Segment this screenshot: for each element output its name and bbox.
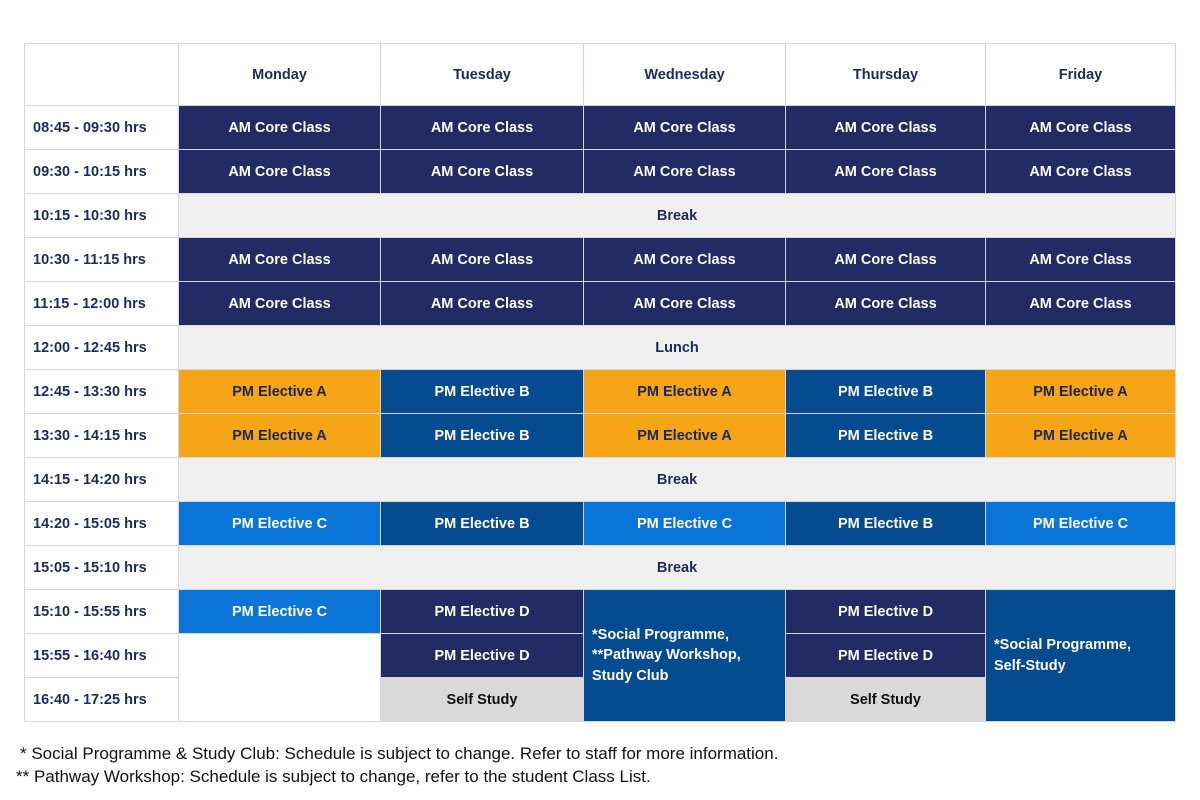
day-monday: Monday (179, 44, 381, 106)
class-cell: AM Core Class (584, 238, 786, 282)
class-cell: AM Core Class (786, 238, 986, 282)
footnote-social: * Social Programme & Study Club: Schedule is subject to change. Refer to staff for more information. (20, 744, 779, 763)
table-row (25, 326, 1176, 370)
class-cell: AM Core Class (786, 150, 986, 194)
class-cell: PM Elective B (381, 370, 584, 414)
class-cell: AM Core Class (381, 282, 584, 326)
table-row (25, 150, 1176, 194)
class-cell: PM Elective A (584, 370, 786, 414)
class-cell: PM Elective C (179, 590, 381, 634)
timetable (24, 43, 1176, 722)
class-cell: PM Elective D (381, 590, 584, 634)
class-cell: PM Elective D (381, 634, 584, 678)
time-cell: 12:00 - 12:45 hrs (25, 326, 179, 370)
header-row (25, 44, 1176, 106)
day-tuesday: Tuesday (381, 44, 584, 106)
footnote-pathway: ** Pathway Workshop: Schedule is subject to change, refer to the student Class List. (16, 767, 651, 786)
class-cell: AM Core Class (381, 106, 584, 150)
table-row (25, 502, 1176, 546)
time-cell: 11:15 - 12:00 hrs (25, 282, 179, 326)
class-cell: PM Elective B (786, 414, 986, 458)
class-cell: PM Elective C (986, 502, 1176, 546)
table-row (25, 238, 1176, 282)
time-cell: 10:30 - 11:15 hrs (25, 238, 179, 282)
time-cell: 08:45 - 09:30 hrs (25, 106, 179, 150)
time-cell: 15:10 - 15:55 hrs (25, 590, 179, 634)
table-row (25, 414, 1176, 458)
class-cell: AM Core Class (381, 238, 584, 282)
class-cell: AM Core Class (786, 282, 986, 326)
class-cell: AM Core Class (986, 238, 1176, 282)
day-friday: Friday (986, 44, 1176, 106)
class-cell: PM Elective D (786, 590, 986, 634)
empty-cell (179, 634, 381, 722)
time-cell: 15:05 - 15:10 hrs (25, 546, 179, 590)
day-thursday: Thursday (786, 44, 986, 106)
class-cell: PM Elective A (179, 370, 381, 414)
wednesday-social-cell: *Social Programme, **Pathway Workshop, Study Club (584, 590, 786, 722)
class-cell: AM Core Class (179, 150, 381, 194)
class-cell: PM Elective A (986, 370, 1176, 414)
time-cell: 14:20 - 15:05 hrs (25, 502, 179, 546)
self-study-cell: Self Study (786, 678, 986, 722)
class-cell: PM Elective B (381, 502, 584, 546)
class-cell: PM Elective B (786, 502, 986, 546)
class-cell: AM Core Class (786, 106, 986, 150)
time-cell: 10:15 - 10:30 hrs (25, 194, 179, 238)
class-cell: AM Core Class (584, 106, 786, 150)
time-cell: 15:55 - 16:40 hrs (25, 634, 179, 678)
lunch-cell: Lunch (179, 326, 1176, 370)
class-cell: PM Elective B (381, 414, 584, 458)
class-cell: PM Elective B (786, 370, 986, 414)
class-cell: AM Core Class (584, 150, 786, 194)
class-cell: AM Core Class (179, 282, 381, 326)
time-cell: 09:30 - 10:15 hrs (25, 150, 179, 194)
class-cell: AM Core Class (986, 282, 1176, 326)
day-wednesday: Wednesday (584, 44, 786, 106)
table-row (25, 370, 1176, 414)
time-cell: 14:15 - 14:20 hrs (25, 458, 179, 502)
break-cell: Break (179, 458, 1176, 502)
break-cell: Break (179, 546, 1176, 590)
table-row (25, 106, 1176, 150)
friday-social-cell: *Social Programme, Self-Study (986, 590, 1176, 722)
class-cell: AM Core Class (986, 150, 1176, 194)
class-cell: PM Elective C (584, 502, 786, 546)
time-cell: 13:30 - 14:15 hrs (25, 414, 179, 458)
break-cell: Break (179, 194, 1176, 238)
class-cell: PM Elective D (786, 634, 986, 678)
class-cell: PM Elective C (179, 502, 381, 546)
table-row (25, 282, 1176, 326)
table-row (25, 194, 1176, 238)
time-cell: 16:40 - 17:25 hrs (25, 678, 179, 722)
class-cell: AM Core Class (381, 150, 584, 194)
table-row (25, 458, 1176, 502)
table-row (25, 590, 1176, 634)
footnotes (16, 742, 778, 788)
class-cell: AM Core Class (584, 282, 786, 326)
class-cell: PM Elective A (584, 414, 786, 458)
class-cell: AM Core Class (986, 106, 1176, 150)
self-study-cell: Self Study (381, 678, 584, 722)
class-cell: PM Elective A (986, 414, 1176, 458)
time-cell: 12:45 - 13:30 hrs (25, 370, 179, 414)
class-cell: PM Elective A (179, 414, 381, 458)
class-cell: AM Core Class (179, 238, 381, 282)
table-row (25, 546, 1176, 590)
class-cell: AM Core Class (179, 106, 381, 150)
corner-cell (25, 44, 179, 106)
